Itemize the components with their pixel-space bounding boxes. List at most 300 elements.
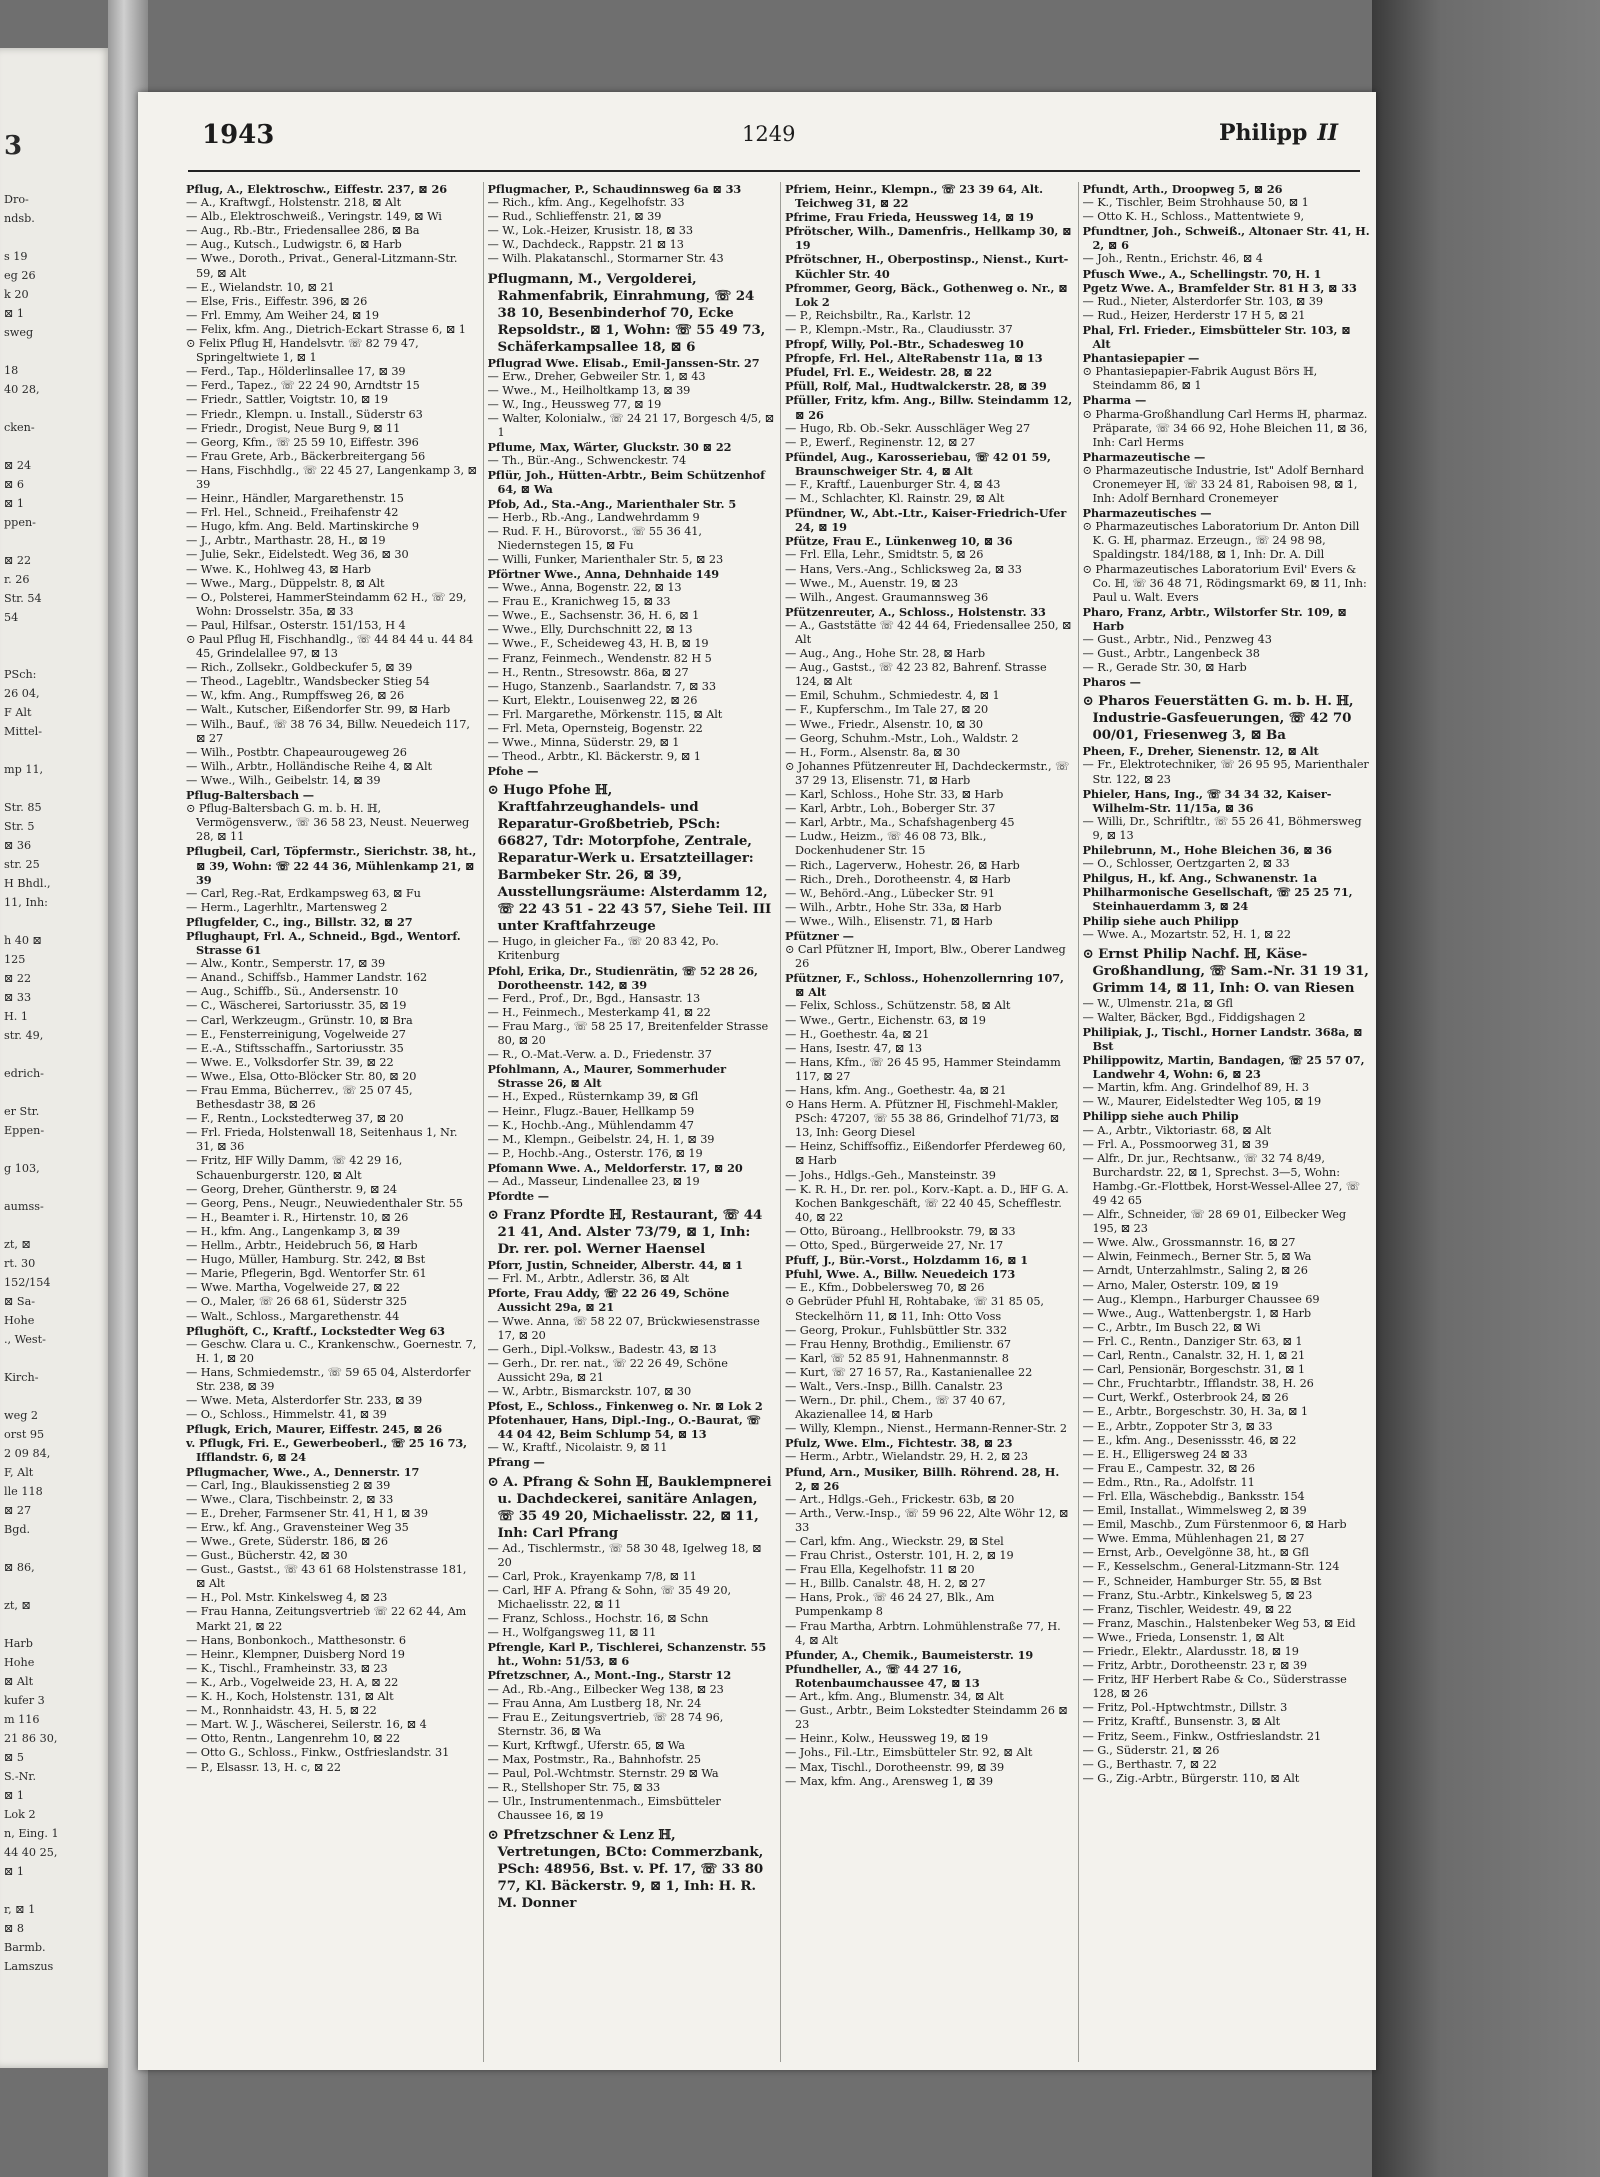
directory-entry: — R., O.-Mat.-Verw. a. D., Friedenstr. 37 bbox=[487, 1048, 712, 1062]
directory-entry: — H., Billb. Canalstr. 48, H. 2, ⊠ 27 bbox=[785, 1577, 986, 1591]
directory-entry: — Erw., kf. Ang., Gravensteiner Weg 35 bbox=[186, 1520, 409, 1534]
previous-page-line: eg 26 bbox=[4, 269, 36, 282]
directory-entry: — Otto, Sped., Bürgerweide 27, Nr. 17 bbox=[785, 1239, 1004, 1253]
previous-page-line: ppen- bbox=[4, 516, 36, 529]
directory-entry: — H., Rentn., Stresowstr. 86a, ⊠ 27 bbox=[487, 665, 689, 679]
directory-entry: — Fritz, ℍF Willy Damm, ☏ 42 29 16, Schauenburgerstr. 120, ⊠ Alt bbox=[186, 1154, 403, 1182]
previous-page-line: F Alt bbox=[4, 706, 32, 719]
directory-entry: — Hugo, kfm. Ang. Beld. Martinskirche 9 bbox=[186, 520, 419, 534]
directory-entry: — Martin, kfm. Ang. Grindelhof 89, H. 3 bbox=[1082, 1081, 1310, 1095]
previous-page-line: sweg bbox=[4, 326, 34, 339]
directory-entry: — Joh., Rentn., Erichstr. 46, ⊠ 4 bbox=[1082, 252, 1263, 266]
directory-entry: — Willi, Dr., Schriftltr., ☏ 55 26 41, Böhmersweg 9, ⊠ 13 bbox=[1082, 814, 1362, 842]
directory-entry: — Wwe. A., Mozartstr. 52, H. 1, ⊠ 22 bbox=[1082, 927, 1291, 941]
previous-page-line bbox=[0, 912, 112, 931]
directory-entry: — Frau Martha, Arbtrn. Lohmühlenstraße 77, H. 4, ⊠ Alt bbox=[785, 1619, 1061, 1647]
directory-entry: — W., Maurer, Eidelstedter Weg 105, ⊠ 19 bbox=[1082, 1095, 1322, 1109]
directory-entry: — Ad., Masseur, Lindenallee 23, ⊠ 19 bbox=[487, 1174, 700, 1188]
directory-entry: — Rich., kfm. Ang., Kegelhofstr. 33 bbox=[487, 196, 685, 210]
directory-entry: Phal, Frl. Frieder., Eimsbütteler Str. 103, ⊠ Alt bbox=[1082, 322, 1351, 352]
previous-page-line: ⊠ 8 bbox=[4, 1922, 25, 1935]
directory-entry: — Felix, Schloss., Schützenstr. 58, ⊠ Alt bbox=[785, 999, 1011, 1013]
directory-entry: — Aug., Klempn., Harburger Chaussee 69 bbox=[1082, 1292, 1320, 1306]
previous-page-line: s 19 bbox=[4, 250, 28, 263]
directory-entry: Pfusch Wwe., A., Schellingstr. 70, H. 1 bbox=[1082, 266, 1322, 281]
column-2 bbox=[483, 182, 776, 2062]
directory-entry: — Wwe., Elsa, Otto-Blöcker Str. 80, ⊠ 20 bbox=[186, 1069, 417, 1083]
directory-entry: — Hellm., Arbtr., Heidebruch 56, ⊠ Harb bbox=[186, 1239, 418, 1253]
directory-entry: — Carl, kfm. Ang., Wieckstr. 29, ⊠ Stel bbox=[785, 1535, 1004, 1548]
directory-entry: — Fritz, Seem., Finkw., Ostfrieslandstr. 21 bbox=[1082, 1729, 1322, 1743]
directory-entry: — Fritz, Pol.-Hptwchtmstr., Dillstr. 3 bbox=[1082, 1701, 1288, 1715]
directory-entry: — Rud., Heizer, Herderstr 17 H 5, ⊠ 21 bbox=[1082, 308, 1306, 322]
directory-entry: Pfrommer, Georg, Bäck., Gothenweg o. Nr., ⊠ Lok 2 bbox=[785, 280, 1068, 309]
directory-entry: — F., Rentn., Lockstedterweg 37, ⊠ 20 bbox=[186, 1112, 404, 1126]
header-name-text: Philipp bbox=[1219, 120, 1308, 146]
directory-entry: — A., Arbtr., Viktoriastr. 68, ⊠ Alt bbox=[1082, 1123, 1272, 1137]
directory-entry: Pfündel, Aug., Karosseriebau, ☏ 42 01 59, Braunschweiger Str. 4, ⊠ Alt bbox=[785, 449, 1051, 478]
directory-entry: — Carl, Pensionär, Borgeschstr. 31, ⊠ 1 bbox=[1082, 1363, 1305, 1377]
directory-entry: Pfudel, Frl. E., Weidestr. 28, ⊠ 22 bbox=[785, 365, 993, 380]
directory-entry: — Paul, Hilfsar., Osterstr. 151/153, H 4 bbox=[186, 618, 406, 632]
directory-entry: Pfüll, Rolf, Mal., Hudtwalckerstr. 28, ⊠ 39 bbox=[785, 379, 1047, 394]
previous-page-line: Str. 54 bbox=[4, 592, 42, 605]
directory-entry: — Alfr., Schneider, ☏ 28 69 01, Eilbecker Weg 195, ⊠ 23 bbox=[1082, 1208, 1346, 1236]
directory-entry: ⊙ Gebrüder Pfuhl ℍ, Rohtabake, ☏ 31 85 05, Steckelhörn 11, ⊠ 11, Inh: Otto Voss bbox=[785, 1295, 1044, 1323]
directory-entry: — Aug., Rb.-Btr., Friedensallee 286, ⊠ Ba bbox=[186, 224, 420, 238]
previous-page-line: Harb bbox=[4, 1637, 33, 1650]
previous-page-line: ⊠ Sa- bbox=[4, 1295, 36, 1308]
directory-entry: — Fr., Elektrotechniker, ☏ 26 95 95, Marienthaler Str. 122, ⊠ 23 bbox=[1082, 758, 1369, 786]
running-head bbox=[138, 114, 1376, 156]
directory-entry: ⊙ Hans Herm. A. Pfützner ℍ, Fischmehl-Makler, PSch: 47207, ☏ 55 38 86, Grindelhof 71/73, ⊠ 13, Inh: Georg Diesel bbox=[785, 1098, 1060, 1140]
directory-entry: — Geschw. Clara u. C., Krankenschw., Goernestr. 7, H. 1, ⊠ 20 bbox=[186, 1337, 477, 1365]
previous-page-line: aumss- bbox=[4, 1200, 44, 1213]
directory-entry: Philgus, H., kf. Ang., Schwanenstr. 1a bbox=[1082, 871, 1318, 886]
directory-entry: — Herm., Lagerhltr., Martensweg 2 bbox=[186, 900, 388, 914]
directory-entry: — Else, Fris., Eiffestr. 396, ⊠ 26 bbox=[186, 294, 368, 308]
previous-page-line bbox=[0, 532, 112, 551]
directory-entry: Pfunder, A., Chemik., Baumeisterstr. 19 bbox=[785, 1647, 1034, 1662]
directory-entry: — Franz, Stu.-Arbtr., Kinkelsweg 5, ⊠ 23 bbox=[1082, 1588, 1313, 1602]
previous-page-line: h 40 ⊠ bbox=[4, 934, 42, 947]
directory-entry: — Ad., Rb.-Ang., Eilbecker Weg 138, ⊠ 23 bbox=[487, 1682, 724, 1696]
directory-entry: — W., Arbtr., Bismarckstr. 107, ⊠ 30 bbox=[487, 1385, 692, 1398]
directory-entry: Pflugk, Erich, Maurer, Eiffestr. 245, ⊠ 26 bbox=[186, 1422, 442, 1437]
directory-entry: — Wilh., Postbtr. Chapeaurougeweg 26 bbox=[186, 745, 407, 759]
directory-entry: — K., Arb., Vogelweide 23, H. A, ⊠ 22 bbox=[186, 1675, 399, 1689]
previous-page-line: ⊠ 24 bbox=[4, 459, 32, 472]
directory-entry: ⊙ Carl Pfützner ℍ, Import, Blw., Oberer Landweg 26 bbox=[785, 943, 1066, 971]
directory-entry: — A., Gaststätte ☏ 42 44 64, Friedensallee 250, ⊠ Alt bbox=[785, 618, 1072, 646]
directory-entry: — Georg, Kfm., ☏ 25 59 10, Eiffestr. 396 bbox=[186, 435, 419, 449]
volume-number: II bbox=[1317, 120, 1338, 146]
directory-entry: Pflugmacher, Wwe., A., Dennerstr. 17 bbox=[186, 1464, 420, 1479]
directory-entry: — Walter, Kolonialw., ☏ 24 21 17, Borgesch 4/5, ⊠ 1 bbox=[487, 411, 775, 440]
directory-entry: — H., Exped., Rüsternkamp 39, ⊠ Gfl bbox=[487, 1090, 699, 1104]
directory-entry: Phantasiepapier — bbox=[1082, 351, 1200, 366]
directory-entry: Pfuhl, Wwe. A., Billw. Neuedeich 173 bbox=[785, 1267, 1016, 1282]
directory-entry: — E., Kfm., Dobbelersweg 70, ⊠ 26 bbox=[785, 1281, 985, 1295]
directory-entry: — Karl, ☏ 52 85 91, Hahnenmannstr. 8 bbox=[785, 1351, 1009, 1365]
directory-entry: Pfundheller, A., ☏ 44 27 16, Rotenbaumchaussee 47, ⊠ 13 bbox=[785, 1661, 980, 1690]
directory-entry: — Rich., Zollsekr., Goldbeckufer 5, ⊠ 39 bbox=[186, 661, 413, 675]
directory-entry: — Wilh. Plakatanschl., Stormarner Str. 43 bbox=[487, 252, 724, 266]
directory-entry: — Arno, Maler, Osterstr. 109, ⊠ 19 bbox=[1082, 1278, 1279, 1292]
directory-entry: — F., Kesselschm., General-Litzmann-Str. 124 bbox=[1082, 1560, 1340, 1574]
directory-entry: Pfüller, Fritz, kfm. Ang., Billw. Steindamm 12, ⊠ 26 bbox=[785, 393, 1073, 422]
directory-entry: — O., Polsterei, HammerSteindamm 62 H., ☏ 29, Wohn: Drosselstr. 35a, ⊠ 33 bbox=[186, 590, 467, 618]
directory-entry: — Frau Christ., Osterstr. 101, H. 2, ⊠ 19 bbox=[785, 1549, 1014, 1563]
previous-page-line: weg 2 bbox=[4, 1409, 39, 1422]
directory-entry: — Kurt, ☏ 27 16 57, Ra., Kastanienallee 22 bbox=[785, 1365, 1033, 1379]
directory-entry: ⊙ Felix Pflug ℍ, Handelsvtr. ☏ 82 79 47, Springeltwiete 1, ⊠ 1 bbox=[186, 337, 419, 365]
directory-entry: v. Pflugk, Fri. E., Gewerbeoberl., ☏ 25 16 73, Ifflandstr. 6, ⊠ 24 bbox=[186, 1436, 467, 1465]
previous-page-line: Kirch- bbox=[4, 1371, 39, 1384]
directory-entry: Pfrime, Frau Frieda, Heussweg 14, ⊠ 19 bbox=[785, 210, 1034, 225]
directory-entry: Philharmonische Gesellschaft, ☏ 25 25 71, Steinhauerdamm 3, ⊠ 24 bbox=[1082, 885, 1353, 914]
previous-page-line: 11, Inh: bbox=[4, 896, 48, 909]
directory-entry: — Frl. Meta, Opernsteig, Bogenstr. 22 bbox=[487, 722, 703, 735]
directory-entry: Pforte, Frau Addy, ☏ 22 26 49, Schöne Aussicht 29a, ⊠ 21 bbox=[487, 1286, 730, 1315]
directory-entry: — Georg, Dreher, Güntherstr. 9, ⊠ 24 bbox=[186, 1182, 398, 1196]
directory-entry: — Herm., Arbtr., Wielandstr. 29, H. 2, ⊠ 23 bbox=[785, 1450, 1028, 1464]
directory-entry: — Gust., Arbtr., Beim Lokstedter Steindamm 26 ⊠ 23 bbox=[785, 1704, 1068, 1732]
directory-entry: — Frl. M., Arbtr., Adlerstr. 36, ⊠ Alt bbox=[487, 1272, 689, 1286]
directory-entry: — Wwe. Alw., Grossmannstr. 16, ⊠ 27 bbox=[1082, 1236, 1296, 1250]
directory-entry: — Chr., Fruchtarbtr., Ifflandstr. 38, H. 26 bbox=[1082, 1377, 1314, 1391]
previous-page-line: g 103, bbox=[4, 1162, 40, 1175]
directory-entry: — Max, Postmstr., Ra., Bahnhofstr. 25 bbox=[487, 1752, 701, 1766]
directory-entry: Pgetz Wwe. A., Bramfelder Str. 81 H 3, ⊠ 33 bbox=[1082, 280, 1357, 295]
directory-entry: Pfob, Ad., Sta.-Ang., Marienthaler Str. 5 bbox=[487, 496, 737, 511]
directory-entry: — Ferd., Tapez., ☏ 22 24 90, Arndtstr 15 bbox=[186, 379, 420, 393]
previous-page-line: str. 25 bbox=[4, 858, 40, 871]
directory-entry: — Hans, Isestr. 47, ⊠ 13 bbox=[785, 1041, 922, 1055]
header-name bbox=[1219, 120, 1338, 146]
directory-entry: — K. H., Koch, Holstenstr. 131, ⊠ Alt bbox=[186, 1690, 394, 1704]
directory-entry: Pfrötschner, H., Oberpostinsp., Nienst., Kurt-Küchler Str. 40 bbox=[785, 252, 1069, 281]
directory-entry: — Max, Tischl., Dorotheenstr. 99, ⊠ 39 bbox=[785, 1760, 1005, 1774]
directory-entry: — M., Schlachter, Kl. Rainstr. 29, ⊠ Alt bbox=[785, 492, 1005, 506]
directory-entry: — Wwe., Gertr., Eichenstr. 63, ⊠ 19 bbox=[785, 1013, 986, 1027]
directory-entry: — H., kfm. Ang., Langenkamp 3, ⊠ 39 bbox=[186, 1224, 400, 1238]
directory-entry: — M., Ronnhaidstr. 43, H. 5, ⊠ 22 bbox=[186, 1704, 377, 1718]
directory-entry: — Karl, Arbtr., Ma., Schafshagenberg 45 bbox=[785, 816, 1015, 830]
previous-page-line: Lok 2 bbox=[4, 1808, 36, 1821]
directory-entry: — Alwin, Feinmech., Berner Str. 5, ⊠ Wa bbox=[1082, 1250, 1312, 1264]
directory-entry: — Hugo, in gleicher Fa., ☏ 20 83 42, Po. Kritenburg bbox=[487, 935, 719, 963]
directory-entry: — Hans, kfm. Ang., Goethestr. 4a, ⊠ 21 bbox=[785, 1084, 1007, 1097]
previous-page-line: PSch: bbox=[4, 668, 37, 681]
directory-entry: — Ferd., Tap., Hölderlinsallee 17, ⊠ 39 bbox=[186, 365, 406, 379]
directory-entry: — H., Pol. Mstr. Kinkelsweg 4, ⊠ 23 bbox=[186, 1591, 388, 1605]
directory-entry: — Wwe., Anna, Bogenstr. 22, ⊠ 13 bbox=[487, 581, 682, 595]
previous-page-line: cken- bbox=[4, 421, 35, 434]
directory-entry: — Frau Anna, Am Lustberg 18, Nr. 24 bbox=[487, 1696, 702, 1710]
directory-entry: — Frl. Margarethe, Mörkenstr. 115, ⊠ Alt bbox=[487, 707, 723, 721]
previous-page-line bbox=[0, 437, 112, 456]
directory-entry: — Otto, Rentn., Langenrehm 10, ⊠ 22 bbox=[186, 1732, 401, 1746]
directory-entry: — E.-A., Stiftsschaffn., Sartoriusstr. 35 bbox=[186, 1041, 404, 1055]
directory-entry: Philip siehe auch Philipp bbox=[1082, 913, 1239, 928]
directory-entry: — Paul, Pol.-Wchtmstr. Sternstr. 29 ⊠ Wa bbox=[487, 1767, 719, 1781]
previous-page-line: rt. 30 bbox=[4, 1257, 36, 1270]
directory-entry: — Wwe., Aug., Wattenbergstr. 1, ⊠ Harb bbox=[1082, 1306, 1312, 1320]
previous-page-line: r, ⊠ 1 bbox=[4, 1903, 36, 1916]
directory-entry: — Otto K. H., Schloss., Mattentwiete 9, bbox=[1082, 210, 1305, 224]
previous-page-lines bbox=[0, 190, 112, 1976]
directory-entry: — Wwe., Grete, Süderstr. 186, ⊠ 26 bbox=[186, 1535, 388, 1548]
directory-entry: — Art., kfm. Ang., Blumenstr. 34, ⊠ Alt bbox=[785, 1690, 1004, 1704]
previous-page-line: ⊠ 22 bbox=[4, 972, 32, 985]
directory-entry: — Rich., Lagerverw., Hohestr. 26, ⊠ Harb bbox=[785, 858, 1020, 872]
directory-entry: — Hugo, Stanzenb., Saarlandstr. 7, ⊠ 33 bbox=[487, 679, 716, 693]
directory-entry: — Carl, ℍF A. Pfrang & Sohn, ☏ 35 49 20, Michaelisstr. 22, ⊠ 11 bbox=[487, 1583, 731, 1611]
previous-page-line: 26 04, bbox=[4, 687, 40, 700]
previous-page-line bbox=[0, 1349, 112, 1368]
directory-entry: — K., Tischl., Framheinstr. 33, ⊠ 23 bbox=[186, 1661, 388, 1675]
previous-page-line: Barmb. bbox=[4, 1941, 46, 1954]
directory-entry: — Carl, Werkzeugm., Grünstr. 10, ⊠ Bra bbox=[186, 1013, 413, 1027]
header-rule bbox=[188, 170, 1360, 172]
directory-entry: — Heinr., Klempner, Duisberg Nord 19 bbox=[186, 1647, 405, 1661]
previous-page-marker: 3 bbox=[4, 131, 23, 161]
previous-page-line: 54 bbox=[4, 611, 19, 624]
directory-entry: — P., Reichsbiltr., Ra., Karlstr. 12 bbox=[785, 308, 972, 322]
directory-entry: Pflugrad Wwe. Elisab., Emil-Janssen-Str. 27 bbox=[487, 355, 760, 370]
previous-page-line: str. 49, bbox=[4, 1029, 44, 1042]
directory-entry: — Gust., Gastst., ☏ 43 61 68 Holstenstrasse 181, ⊠ Alt bbox=[186, 1563, 467, 1591]
directory-entry: Pfrang — bbox=[487, 1455, 545, 1470]
directory-entry: — Fritz, ℍF Herbert Rabe & Co., Süderstrasse 128, ⊠ 26 bbox=[1082, 1673, 1347, 1701]
directory-entry: Pflugfelder, C., ing., Billstr. 32, ⊠ 27 bbox=[186, 914, 413, 929]
directory-entry: Pflugmacher, P., Schaudinnsweg 6a ⊠ 33 bbox=[487, 182, 742, 196]
directory-entry: — Rud. F. H., Bürovorst., ☏ 55 36 41, Niedernstegen 15, ⊠ Fu bbox=[487, 524, 702, 552]
directory-entry: — Wwe., Wilh., Elisenstr. 71, ⊠ Harb bbox=[785, 914, 993, 928]
directory-entry: — M., Klempn., Geibelstr. 24, H. 1, ⊠ 39 bbox=[487, 1132, 715, 1146]
directory-entry: — Hans, Bonbonkoch., Matthesonstr. 6 bbox=[186, 1633, 406, 1647]
directory-entry: — Rud., Schlieffenstr. 21, ⊠ 39 bbox=[487, 210, 662, 224]
directory-entry: — Mart. W. J., Wäscherei, Seilerstr. 16, ⊠ 4 bbox=[186, 1718, 427, 1732]
directory-entry: Pfrötscher, Wilh., Damenfris., Hellkamp 30, ⊠ 19 bbox=[785, 224, 1072, 253]
directory-entry: — Frl. Emmy, Am Weiher 24, ⊠ 19 bbox=[186, 308, 379, 322]
directory-entry: — Walter, Bäcker, Bgd., Fiddigshagen 2 bbox=[1082, 1010, 1306, 1024]
directory-entry: Pfuff, J., Bür.-Vorst., Holzdamm 16, ⊠ 1 bbox=[785, 1253, 1029, 1268]
previous-page-line: m 116 bbox=[4, 1713, 40, 1726]
directory-entry: — W., kfm. Ang., Rumpffsweg 26, ⊠ 26 bbox=[186, 689, 405, 703]
previous-page-line bbox=[0, 1387, 112, 1406]
column-1 bbox=[186, 182, 478, 2062]
directory-entry: — Otto G., Schloss., Finkw., Ostfrieslandstr. 31 bbox=[186, 1746, 450, 1760]
directory-entry: — Frau Emma, Bücherrev., ☏ 25 07 45, Bethesdastr 38, ⊠ 26 bbox=[186, 1084, 413, 1112]
directory-entry: — Frau E., Campestr. 32, ⊠ 26 bbox=[1082, 1461, 1256, 1475]
directory-entry: — Hans, Kfm., ☏ 26 45 95, Hammer Steindamm 117, ⊠ 27 bbox=[785, 1055, 1061, 1083]
directory-entry: — Carl, Rentn., Canalstr. 32, H. 1, ⊠ 21 bbox=[1082, 1349, 1306, 1363]
previous-page-line bbox=[0, 1045, 112, 1064]
directory-entry: — Theod., Lagebltr., Wandsbecker Stieg 54 bbox=[186, 675, 430, 689]
directory-entry: — Aug., Ang., Hohe Str. 28, ⊠ Harb bbox=[785, 647, 986, 661]
directory-entry: Pfriem, Heinr., Klempn., ☏ 23 39 64, Alt. Teichweg 31, ⊠ 22 bbox=[785, 182, 1043, 211]
directory-entry: — Wwe. Martha, Vogelweide 27, ⊠ 22 bbox=[186, 1281, 400, 1295]
directory-entry: — Gust., Arbtr., Nid., Penzweg 43 bbox=[1082, 633, 1272, 646]
directory-entry: — Max, kfm. Ang., Arensweg 1, ⊠ 39 bbox=[785, 1774, 993, 1788]
directory-entry: — Frl. Ella, Wäschebdig., Banksstr. 154 bbox=[1082, 1489, 1305, 1503]
directory-entry: — Kurt, Krftwgf., Uferstr. 65, ⊠ Wa bbox=[487, 1738, 685, 1752]
directory-entry: — W., Behörd.-Ang., Lübecker Str. 91 bbox=[785, 886, 995, 900]
directory-entry: Pfropf, Willy, Pol.-Btr., Schadesweg 10 bbox=[785, 337, 1024, 352]
directory-entry: — O., Maler, ☏ 26 68 61, Süderstr 325 bbox=[186, 1295, 407, 1309]
directory-entry: ⊙ Pfretzschner & Lenz ℍ, Vertretungen, BCto: Commerzbank, PSch: 48956, Bst. v. Pf. 17, ☏ 33 80 77, Kl. Bäckerstr. 9, ⊠ 1, Inh: H. R. M. Donner bbox=[487, 1827, 764, 1912]
directory-entry: — Wwe., Doroth., Privat., General-Litzmann-Str. 59, ⊠ Alt bbox=[186, 252, 458, 280]
directory-entry: — Frau Hanna, Zeitungsvertrieb ☏ 22 62 44, Am Markt 21, ⊠ 22 bbox=[186, 1605, 467, 1633]
directory-entry: — Wwe. Anna, ☏ 58 22 07, Brückwiesenstrasse 17, ⊠ 20 bbox=[487, 1314, 760, 1342]
directory-entry: — H., Goethestr. 4a, ⊠ 21 bbox=[785, 1027, 930, 1041]
directory-entry: — Willi, Funker, Marienthaler Str. 5, ⊠ 23 bbox=[487, 552, 724, 566]
directory-entry: — Wwe. Meta, Alsterdorfer Str. 233, ⊠ 39 bbox=[186, 1394, 423, 1408]
directory-entry: — Johs., Hdlgs.-Geh., Mansteinstr. 39 bbox=[785, 1168, 996, 1182]
directory-entry: — Th., Bür.-Ang., Schwenckestr. 74 bbox=[487, 454, 687, 468]
directory-entry: — Heinz, Schiffsoffiz., Eißendorfer Pferdeweg 60, ⊠ Harb bbox=[785, 1140, 1066, 1168]
directory-entry: ⊙ Pharma-Großhandlung Carl Herms ℍ, pharmaz. Präparate, ☏ 34 66 92, Hohe Bleichen 11, ⊠ 36, Inh: Carl Herms bbox=[1082, 407, 1368, 449]
previous-page-line bbox=[0, 1140, 112, 1159]
directory-entry: Philippowitz, Martin, Bandagen, ☏ 25 57 07, Landwehr 4, Wohn: 6, ⊠ 23 bbox=[1082, 1053, 1365, 1082]
directory-entry: — G., Süderstr. 21, ⊠ 26 bbox=[1082, 1743, 1220, 1757]
previous-page-line: ⊠ 33 bbox=[4, 991, 32, 1004]
directory-entry: — Hans, Prok., ☏ 46 24 27, Blk., Am Pumpenkamp 8 bbox=[785, 1591, 995, 1619]
previous-page-line: ⊠ 1 bbox=[4, 307, 25, 320]
directory-entry: — K., Tischler, Beim Strohhause 50, ⊠ 1 bbox=[1082, 196, 1309, 210]
previous-page-line: mp 11, bbox=[4, 763, 44, 776]
directory-entry: — H., Feinmech., Mesterkamp 41, ⊠ 22 bbox=[487, 1005, 711, 1019]
directory-entry: — Art., Hdlgs.-Geh., Frickestr. 63b, ⊠ 20 bbox=[785, 1492, 1015, 1506]
directory-entry: — A., Kraftwgf., Holstenstr. 218, ⊠ Alt bbox=[186, 196, 402, 210]
directory-entry: — Frl. Ella, Lehr., Smidtstr. 5, ⊠ 26 bbox=[785, 548, 984, 562]
directory-entry: — Wwe., M., Heilholtkamp 13, ⊠ 39 bbox=[487, 383, 691, 397]
previous-page-edge bbox=[0, 48, 112, 2068]
directory-entry: — Heinr., Flugz.-Bauer, Hellkamp 59 bbox=[487, 1104, 695, 1118]
directory-entry: — Otto, Büroang., Hellbrookstr. 79, ⊠ 33 bbox=[785, 1224, 1016, 1238]
previous-page-line bbox=[0, 1615, 112, 1634]
directory-entry: — Aug., Schiffb., Sü., Andersenstr. 10 bbox=[186, 985, 399, 999]
previous-page-line: Str. 85 bbox=[4, 801, 42, 814]
directory-entry: ⊙ Phantasiepapier-Fabrik August Börs ℍ, Steindamm 86, ⊠ 1 bbox=[1082, 365, 1318, 393]
directory-entry: — K. R. H., Dr. rer. pol., Korv.-Kapt. a. D., ℍF G. A. Kochen Bankgeschäft, ☏ 22 40 45, Schefflestr. 40, ⊠ 22 bbox=[785, 1182, 1069, 1224]
directory-entry: Pharos — bbox=[1082, 675, 1141, 690]
directory-entry: ⊙ A. Pfrang & Sohn ℍ, Bauklempnerei u. Dachdeckerei, sanitäre Anlagen, ☏ 35 49 20, Michaelisstr. 22, ⊠ 11, Inh: Carl Pfrang bbox=[487, 1473, 772, 1541]
directory-entry: — Theod., Arbtr., Kl. Bäckerstr. 9, ⊠ 1 bbox=[487, 750, 701, 764]
directory-entry: — Heinr., Kolw., Heussweg 19, ⊠ 19 bbox=[785, 1732, 989, 1746]
directory-entry: Philebrunn, M., Hohe Bleichen 36, ⊠ 36 bbox=[1082, 843, 1332, 858]
previous-page-line bbox=[0, 646, 112, 665]
previous-page-line: orst 95 bbox=[4, 1428, 45, 1441]
directory-entry: — Emil, Schuhm., Schmiedestr. 4, ⊠ 1 bbox=[785, 689, 1000, 703]
previous-page-line: ⊠ Alt bbox=[4, 1675, 34, 1688]
previous-page-line: F, Alt bbox=[4, 1466, 34, 1479]
directory-entry: — Emil, Installat., Wimmelsweg 2, ⊠ 39 bbox=[1082, 1504, 1307, 1518]
previous-page-line: edrich- bbox=[4, 1067, 44, 1080]
directory-entry: — Carl, Prok., Krayenkamp 7/8, ⊠ 11 bbox=[487, 1569, 697, 1583]
directory-entry: — Wern., Dr. phil., Chem., ☏ 37 40 67, Akazienallee 14, ⊠ Harb bbox=[785, 1394, 1006, 1422]
directory-entry: — F., Schneider, Hamburger Str. 55, ⊠ Bst bbox=[1082, 1574, 1322, 1588]
directory-entry: — E., Wielandstr. 10, ⊠ 21 bbox=[186, 280, 335, 294]
previous-page-line: ⊠ 27 bbox=[4, 1504, 32, 1517]
directory-entry: — Wilh., Arbtr., Holländische Reihe 4, ⊠ Alt bbox=[186, 759, 432, 773]
page-year: 1943 bbox=[202, 120, 275, 150]
directory-entry: — Emil, Maschb., Zum Fürstenmoor 6, ⊠ Harb bbox=[1082, 1518, 1347, 1532]
column-4 bbox=[1078, 182, 1371, 2062]
directory-entry: Pfundt, Arth., Droopweg 5, ⊠ 26 bbox=[1082, 182, 1283, 196]
directory-entry: — P., Ewerf., Reginenstr. 12, ⊠ 27 bbox=[785, 435, 976, 449]
previous-page-line: 2 09 84, bbox=[4, 1447, 51, 1460]
directory-entry: Pflugbeil, Carl, Töpfermstr., Sierichstr. 38, ht., ⊠ 39, Wohn: ☏ 22 44 36, Mühlenkamp 21, ⊠ 39 bbox=[186, 844, 477, 887]
directory-entry: ⊙ Pharmazeutisches Laboratorium Evil' Evers & Co. ℍ, ☏ 36 48 71, Rödingsmarkt 69, ⊠ 11, Inh: Paul u. Walt. Evers bbox=[1082, 562, 1367, 604]
directory-entry: — Hugo, Müller, Hamburg. Str. 242, ⊠ Bst bbox=[186, 1253, 426, 1267]
previous-page-line: k 20 bbox=[4, 288, 29, 301]
directory-entry: — E., Arbtr., Zoppoter Str 3, ⊠ 33 bbox=[1082, 1419, 1273, 1433]
directory-entry: — Wilh., Arbtr., Hohe Str. 33a, ⊠ Harb bbox=[785, 900, 1002, 914]
directory-entry: ⊙ Hugo Pfohe ℍ, Kraftfahrzeughandels- und Reparatur-Großbetrieb, PSch: 66827, Tdr: Motorpfohe, Zentrale, Reparatur-Werk u. Ersatzteillager: Barmbeker Str. 26, ⊠ 39, Ausstellungsräume: Alsterdamm 12, ☏ 22 43 51 - 22 43 57, Siehe Teil. III unter Kraftfahrzeuge bbox=[487, 782, 772, 935]
directory-entry: — Friedr., Sattler, Voigtstr. 10, ⊠ 19 bbox=[186, 393, 388, 407]
directory-entry: — Walt., Vers.-Insp., Billh. Canalstr. 23 bbox=[785, 1379, 1003, 1393]
previous-page-line bbox=[0, 1881, 112, 1900]
directory-entry: Phieler, Hans, Ing., ☏ 34 34 32, Kaiser-Wilhelm-Str. 11/15a, ⊠ 36 bbox=[1082, 786, 1332, 815]
directory-entry: — Wwe., Elly, Durchschnitt 22, ⊠ 13 bbox=[487, 623, 693, 637]
directory-entry: — Georg, Schuhm.-Mstr., Loh., Waldstr. 2 bbox=[785, 731, 1019, 745]
directory-entry: — W., Lok.-Heizer, Krusistr. 18, ⊠ 33 bbox=[487, 224, 693, 238]
directory-entry: — Walt., Kutscher, Eißendorfer Str. 99, ⊠ Harb bbox=[186, 703, 451, 717]
directory-entry: Pflughöft, C., Kraftf., Lockstedter Weg 63 bbox=[186, 1323, 445, 1338]
previous-page-line: Mittel- bbox=[4, 725, 43, 738]
previous-page-line: er Str. bbox=[4, 1105, 40, 1118]
previous-page-line: 125 bbox=[4, 953, 26, 966]
directory-entry: Pfündner, W., Abt.-Ltr., Kaiser-Friedrich-Ufer 24, ⊠ 19 bbox=[785, 506, 1067, 535]
directory-entry: — Frau Marg., ☏ 58 25 17, Breitenfelder Strasse 80, ⊠ 20 bbox=[487, 1019, 769, 1048]
directory-entry: — Karl, Arbtr., Loh., Boberger Str. 37 bbox=[785, 802, 996, 816]
directory-entry: — Wwe., Marg., Düppelstr. 8, ⊠ Alt bbox=[186, 576, 385, 590]
directory-entry: — W., Ulmenstr. 21a, ⊠ Gfl bbox=[1082, 996, 1233, 1010]
directory-entry: — Willy, Klempn., Nienst., Hermann-Renner-Str. 2 bbox=[785, 1422, 1067, 1436]
directory-entry: — Frau Grete, Arb., Bäckerbreitergang 56 bbox=[186, 449, 426, 463]
previous-page-line: ⊠ 22 bbox=[4, 554, 32, 567]
directory-entry: — Kurt, Elektr., Louisenweg 22, ⊠ 26 bbox=[487, 693, 698, 707]
directory-entry: — H., Beamter i. R., Hirtenstr. 10, ⊠ 26 bbox=[186, 1210, 409, 1224]
previous-page-line: Dro- bbox=[4, 193, 29, 206]
directory-entry: — E., Fensterreinigung, Vogelweide 27 bbox=[186, 1027, 406, 1041]
previous-page-line: ndsb. bbox=[4, 212, 35, 225]
directory-entry: Pfützner — bbox=[785, 928, 854, 943]
directory-entry: Pflug, A., Elektroschw., Eiffestr. 237, ⊠ 26 bbox=[186, 182, 447, 196]
previous-page-line bbox=[0, 1178, 112, 1197]
previous-page-line: H Bhdl., bbox=[4, 877, 51, 890]
directory-entry: — Julie, Sekr., Eidelstedt. Weg 36, ⊠ 30 bbox=[186, 548, 409, 562]
previous-page-line bbox=[0, 1577, 112, 1596]
directory-entry: Pflugmann, M., Vergolderei, Rahmenfabrik, Einrahmung, ☏ 24 38 10, Besenbinderhof 70, Ecke Repsoldstr., ⊠ 1, Wohn: ☏ 55 49 73, Schäferkampsallee 18, ⊠ 6 bbox=[487, 270, 766, 355]
directory-entry: — E., kfm. Ang., Desenissstr. 46, ⊠ 22 bbox=[1082, 1433, 1297, 1447]
directory-page bbox=[138, 92, 1376, 2070]
directory-entry: — W., Ing., Heussweg 77, ⊠ 19 bbox=[487, 397, 662, 411]
directory-entry: Pfulz, Wwe. Elm., Fichtestr. 38, ⊠ 23 bbox=[785, 1436, 1013, 1451]
directory-entry: — Johs., Fil.-Ltr., Eimsbütteler Str. 92, ⊠ Alt bbox=[785, 1746, 1033, 1760]
previous-page-line: ⊠ 6 bbox=[4, 478, 25, 491]
directory-entry: — Ferd., Prof., Dr., Bgd., Hansastr. 13 bbox=[487, 991, 701, 1005]
directory-entry: Pflug-Baltersbach — bbox=[186, 788, 314, 803]
directory-entry: — Franz, Feinmech., Wendenstr. 82 H 5 bbox=[487, 651, 712, 665]
previous-page-line: 18 bbox=[4, 364, 19, 377]
previous-page-line: H. 1 bbox=[4, 1010, 28, 1023]
directory-entry: — Wwe. Emma, Mühlenhagen 21, ⊠ 27 bbox=[1082, 1532, 1305, 1546]
directory-entry: — Frl. Frieda, Holstenwall 18, Seitenhaus 1, Nr. 31, ⊠ 36 bbox=[186, 1126, 458, 1154]
